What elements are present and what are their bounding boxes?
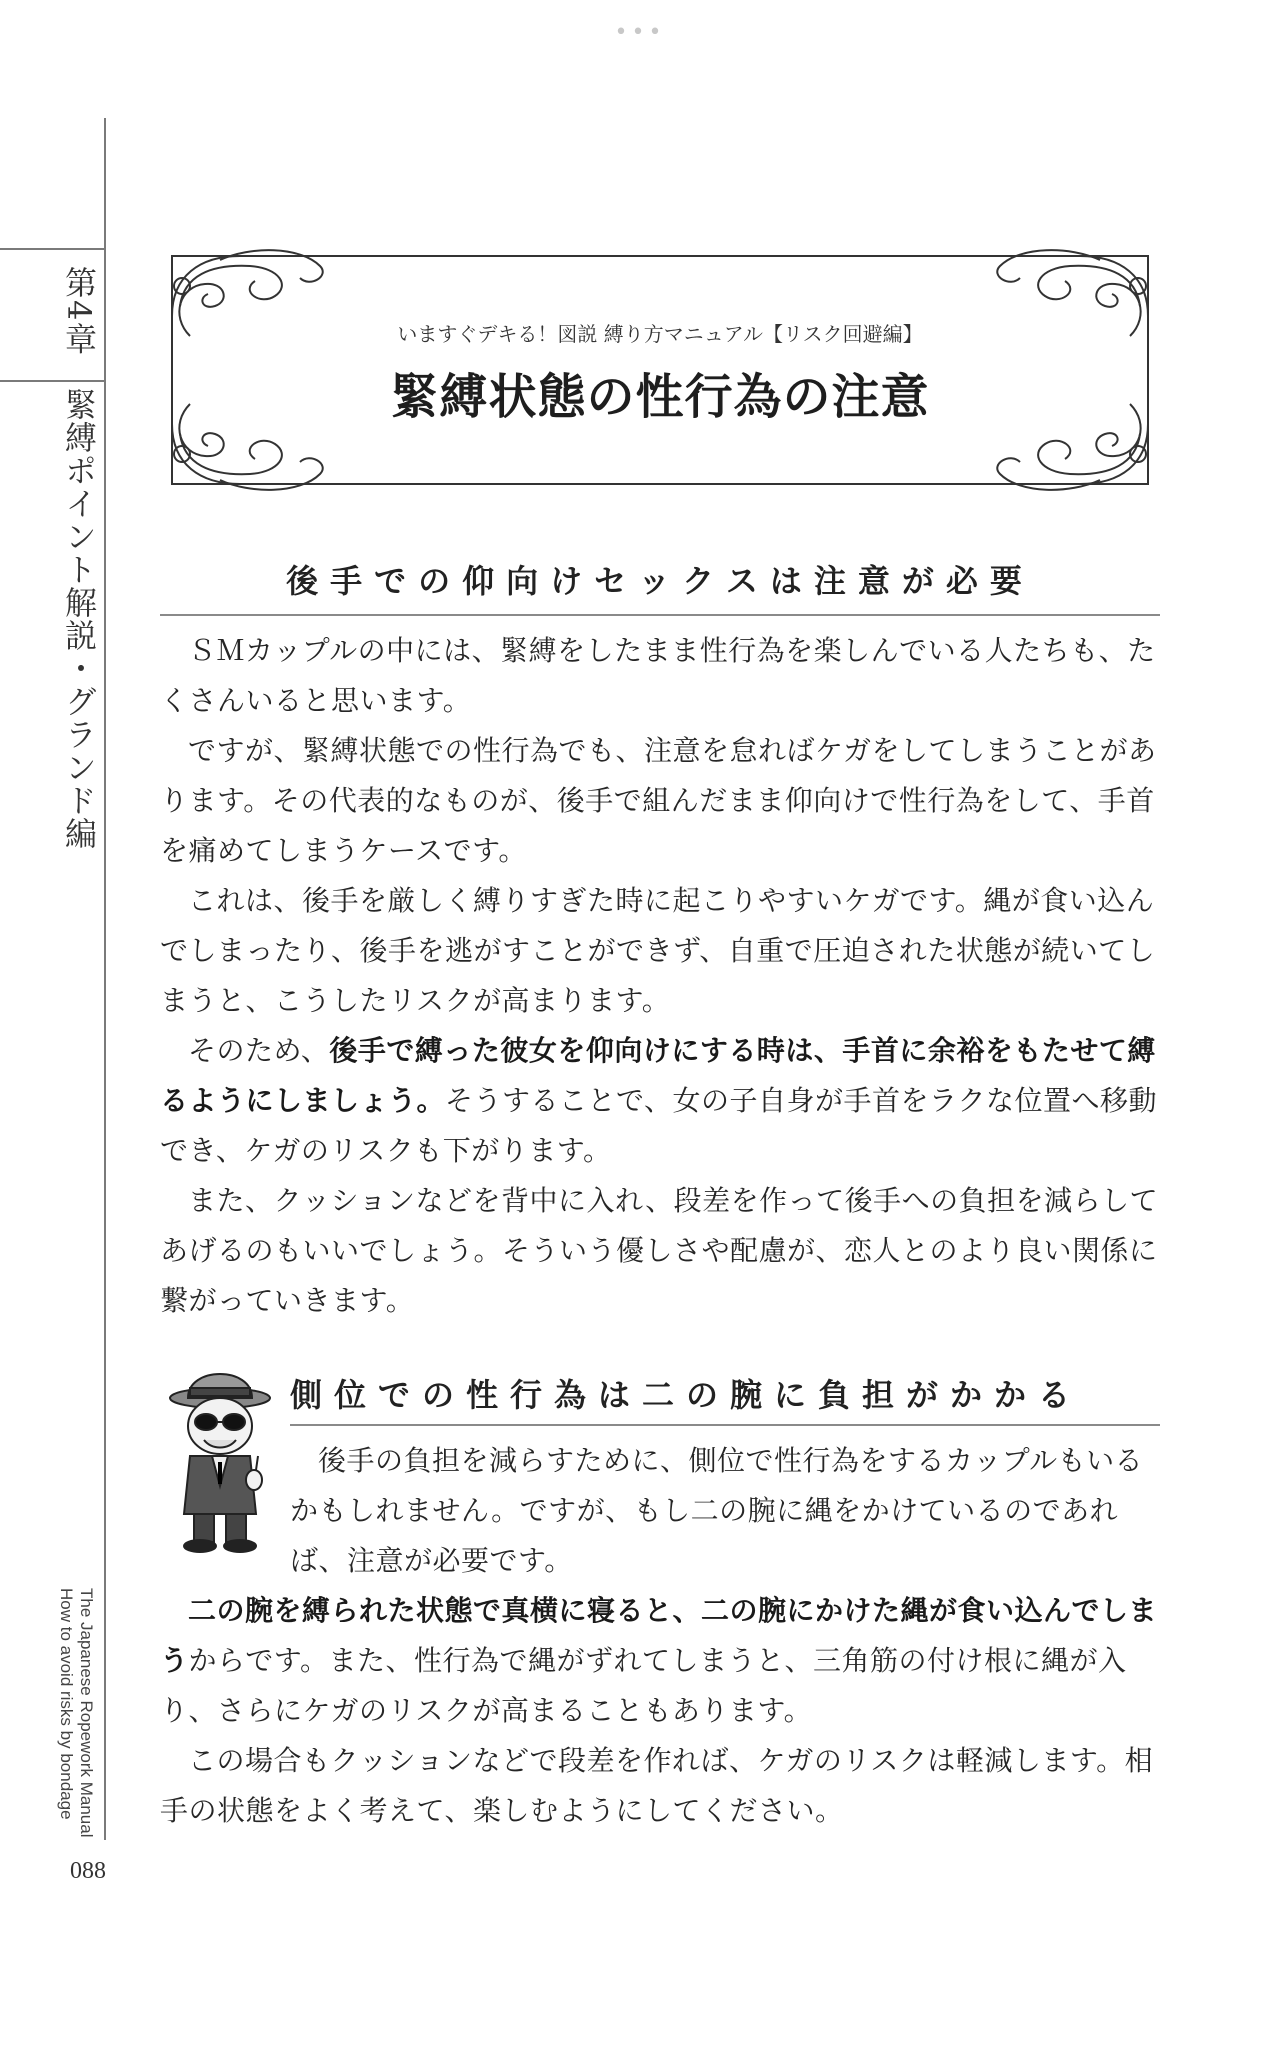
emphasis-text: 二の腕を縛られた状態で真横に寝ると、二の腕にかけた縄が食い込んでしまう xyxy=(160,1594,1158,1677)
section-heading-supine: 後手での仰向けセックスは注意が必要 xyxy=(286,562,1034,600)
chapter-label: 第4章 xyxy=(60,266,98,357)
paragraph: この場合もクッションなどで段差を作れば、ケガのリスクは軽減します。相手の状態をよく考えて、楽しむようにしてください。 xyxy=(160,1744,1154,1827)
series-title: いますぐデキる！図説 縛り方マニュアル【リスク回避編】 xyxy=(397,322,923,346)
paragraph: また、クッションなどを背中に入れ、段差を作って後手への負担を減らしてあげるのもいいでしょう。そういう優しさや配慮が、恋人とのより良い関係に繋がっていきます。 xyxy=(160,1184,1159,1317)
chapter-title: 緊縛ポイント解説・グランド編 xyxy=(60,388,98,850)
section-body xyxy=(160,1586,1160,1836)
section-heading-side-position: 側位での性行為は二の腕に負担がかかる xyxy=(290,1376,1083,1414)
viewer-menu-dots[interactable]: ••• xyxy=(614,20,666,45)
paragraph: これは、後手を厳しく縛りすぎた時に起こりやすいケガです。縄が食い込んでしまったり、後手を逃がすことができず、自重で圧迫された状態が続いてしまうと、こうしたリスクが高まります。 xyxy=(160,884,1156,1017)
page-title: 緊縛状態の性行為の注意 xyxy=(390,369,930,425)
paragraph-text: そのため、 xyxy=(188,1034,330,1067)
book-title-english-line1: The Japanese Ropework Manual xyxy=(77,1588,96,1838)
section-body xyxy=(290,1436,1160,1586)
title-frame xyxy=(160,246,1160,494)
paragraph xyxy=(160,1586,1160,1736)
book-title-english-line2: How to avoid risks by bondage xyxy=(57,1588,76,1820)
page-number: 088 xyxy=(70,1858,106,1884)
paragraph: ですが、緊縛状態での性行為でも、注意を怠ればケガをしてしまうことがあります。その代表的なものが、後手で組んだまま仰向けで性行為をして、手首を痛めてしまうケースです。 xyxy=(160,734,1157,867)
character-illustration xyxy=(160,1356,280,1556)
paragraph-text: そうすることで、女の子自身が手首をラクな位置へ移動でき、ケガのリスクも下がります。 xyxy=(160,1084,1157,1167)
emphasis-text: 後手で縛った彼女を仰向けにする時は、手首に余裕をもたせて縛るようにしましょう。 xyxy=(160,1034,1156,1117)
book-title-english xyxy=(56,1588,96,1837)
section-divider xyxy=(160,614,1160,616)
mascot-icon xyxy=(160,1356,280,1556)
paragraph-text: からです。また、性行為で縄がずれてしまうと、三角筋の付け根に縄が入り、さらにケガのリスクが高まることもあります。 xyxy=(160,1644,1127,1727)
section-divider xyxy=(290,1424,1160,1426)
paragraph: ＳＭカップルの中には、緊縛をしたまま性行為を楽しんでいる人たちも、たくさんいると思います。 xyxy=(160,634,1156,717)
paragraph: 後手の負担を減らすために、側位で性行為をするカップルもいるかもしれません。ですが、もし二の腕に縄をかけているのであれば、注意が必要です。 xyxy=(290,1444,1144,1577)
section-body xyxy=(160,626,1160,1326)
paragraph xyxy=(160,1026,1160,1176)
